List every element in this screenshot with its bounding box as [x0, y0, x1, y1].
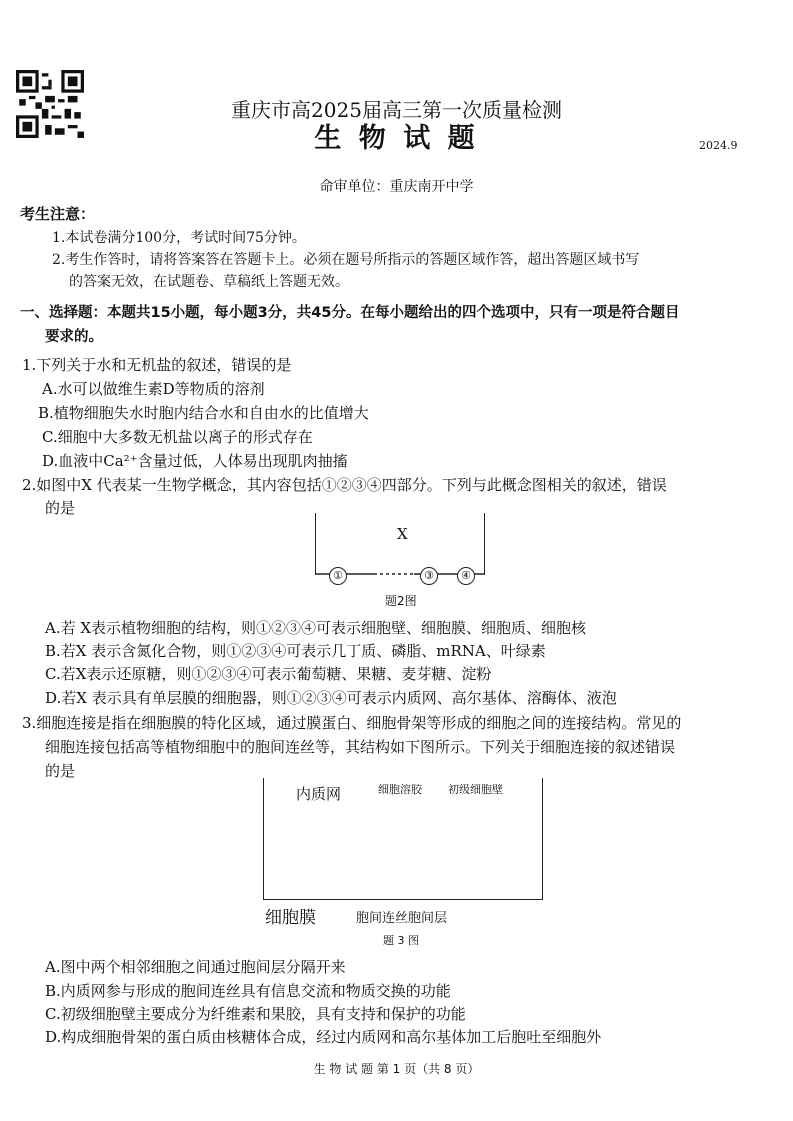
page-footer: 生 物 试 题 第 1 页（共 8 页）: [313, 1062, 480, 1076]
q2-option-a: A.若 X表示植物细胞的结构，则①②③④可表示细胞壁、细胞膜、细胞质、细胞核: [45, 619, 587, 637]
q3-option-d: D.构成细胞骨架的蛋白质由核糖体合成，经过内质网和高尔基体加工后胞吐至细胞外: [45, 1028, 602, 1046]
section-heading: 一、选择题：本题共15小题，每小题3分，共45分。在每小题给出的四个选项中，只有一项是符合题目: [20, 305, 680, 321]
q3-stem-line2: 细胞连接包括高等植物细胞中的胞间连丝等，其结构如下图所示。下列关于细胞连接的叙述错误: [45, 738, 676, 756]
notice-item-2-line1: 2.考生作答时，请将答案答在答题卡上。必须在题号所指示的答题区域作答，超出答题区域书写: [52, 252, 640, 268]
setter-unit: 命审单位：重庆南开中学: [319, 179, 474, 195]
q2-figure-caption: 题2图: [385, 594, 417, 608]
q2-option-b: B.若X 表示含氮化合物，则①②③④可表示几丁质、磷脂、mRNA、叶绿素: [45, 642, 546, 660]
section-heading-line2: 要求的。: [45, 329, 103, 345]
exam-date: 2024.9: [699, 139, 738, 152]
q1-option-a: A.水可以做维生素D等物质的溶剂: [42, 380, 265, 398]
notice-item-2-line2: 的答案无效，在试题卷、草稿纸上答题无效。: [69, 274, 349, 290]
exam-title: 重庆市高2025届高三第一次质量检测: [231, 98, 562, 122]
q3-option-b: B.内质网参与形成的胞间连丝具有信息交流和物质交换的功能: [45, 982, 451, 1000]
q2-diagram-x-label: X: [397, 525, 408, 543]
q3-label-membrane: 细胞膜: [265, 908, 316, 928]
q2-diagram-part-1: ①: [329, 567, 347, 585]
notice-item-1: 1.本试卷满分100分，考试时间75分钟。: [52, 230, 306, 246]
notice-heading: 考生注意：: [20, 205, 96, 223]
q2-concept-diagram: [315, 513, 485, 575]
q2-stem-line2: 的是: [45, 499, 76, 517]
q3-label-er: 内质网: [296, 785, 342, 803]
q3-option-c: C.初级细胞壁主要成分为纤维素和果胶，具有支持和保护的功能: [45, 1005, 466, 1023]
q2-diagram-part-4: ④: [457, 567, 475, 585]
subject-title: 生 物 试 题: [314, 123, 479, 154]
q3-option-a: A.图中两个相邻细胞之间通过胞间层分隔开来: [45, 958, 346, 976]
q2-diagram-part-3: ③: [420, 567, 438, 585]
q3-label-plasmodesmata: 胞间连丝胞间层: [356, 911, 448, 926]
q3-label-cell-wall: 初级细胞壁: [448, 783, 503, 796]
q2-option-d: D.若X 表示具有单层膜的细胞器，则①②③④可表示内质网、高尔基体、溶酶体、液泡: [45, 689, 617, 707]
q1-option-d: D.血液中Ca²⁺含量过低，人体易出现肌肉抽搐: [42, 452, 348, 470]
q1-option-c: C.细胞中大多数无机盐以离子的形式存在: [42, 428, 313, 446]
q1-option-b: B.植物细胞失水时胞内结合水和自由水的比值增大: [38, 404, 369, 422]
q3-stem-line1: 3.细胞连接是指在细胞膜的特化区域，通过膜蛋白、细胞骨架等形成的细胞之间的连接结构。常见的: [22, 714, 682, 732]
q2-option-c: C.若X表示还原糖，则①②③④可表示葡萄糖、果糖、麦芽糖、淀粉: [45, 665, 492, 683]
q3-figure-caption: 题 3 图: [383, 934, 419, 947]
q3-label-cytosol: 细胞溶胶: [378, 783, 422, 796]
q1-stem: 1.下列关于水和无机盐的叙述，错误的是: [22, 356, 292, 374]
q3-stem-line3: 的是: [45, 762, 76, 780]
q2-stem-line1: 2.如图中X 代表某一生物学概念，其内容包括①②③④四部分。下列与此概念图相关的叙述，错误: [22, 476, 667, 494]
